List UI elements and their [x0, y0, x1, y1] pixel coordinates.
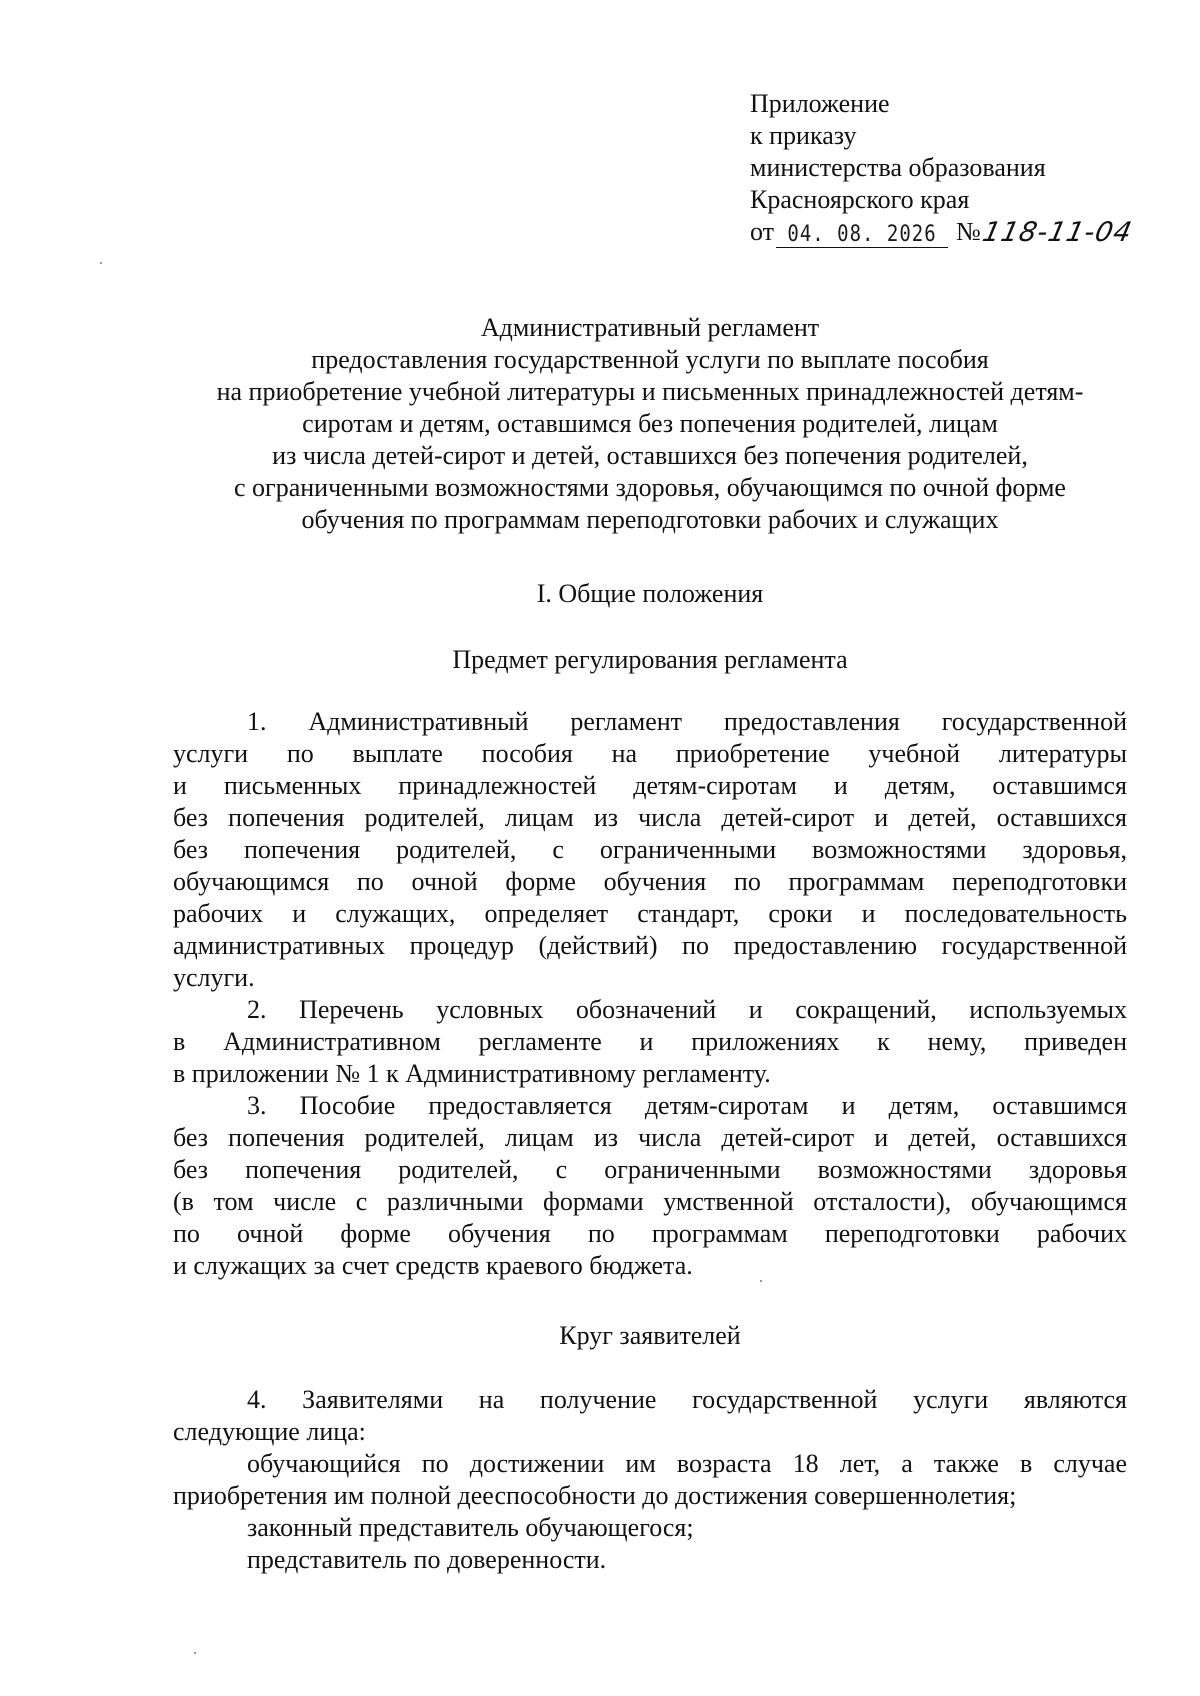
- section-heading: I. Общие положения: [536, 579, 764, 608]
- title-line: из числа детей-сирот и детей, оставшихся без попечения родителей,: [272, 441, 1028, 470]
- paragraph-line: в Административном регламенте и приложениях к нему, приведен: [173, 1027, 1127, 1056]
- title-line: на приобретение учебной литературы и письменных принадлежностей детям-: [216, 377, 1084, 406]
- paragraph-line: (в том числе с различными формами умственной отсталости), обучающимся: [173, 1187, 1127, 1216]
- paragraph-line: и письменных принадлежностей детям-сиротам и детям, оставшимся: [173, 771, 1127, 800]
- appendix-line: министерства образования: [750, 153, 1046, 182]
- scan-speck: [100, 262, 102, 264]
- title-line: сиротам и детям, оставшимся без попечения родителей, лицам: [302, 409, 998, 438]
- paragraph-line: административных процедур (действий) по предоставлению государственной: [173, 931, 1127, 960]
- paragraph-line: без попечения родителей, лицам из числа детей-сирот и детей, оставшихся: [173, 803, 1127, 832]
- paragraph-line: без попечения родителей, лицам из числа детей-сирот и детей, оставшихся: [173, 1123, 1127, 1152]
- paragraph-line: услуги.: [173, 963, 255, 992]
- paragraph-line: без попечения родителей, с ограниченными возможностями здоровья,: [173, 835, 1127, 864]
- order-number-label: №: [956, 217, 981, 246]
- paragraph-line: по очной форме обучения по программам переподготовки рабочих: [173, 1219, 1127, 1248]
- paragraphs-applicants: [173, 1384, 1127, 1576]
- appendix-line: Красноярского края: [750, 185, 970, 214]
- subsection-heading: Круг заявителей: [559, 1321, 741, 1350]
- title-line: обучения по программам переподготовки рабочих и служащих: [301, 505, 999, 534]
- document-title: [120, 312, 1180, 536]
- appendix-block: [750, 88, 1170, 248]
- scan-speck: [760, 1280, 762, 1282]
- paragraph-line: без попечения родителей, с ограниченными возможностями здоровья: [173, 1155, 1127, 1184]
- order-number-field: [979, 217, 1135, 248]
- order-reference: [750, 216, 1170, 248]
- paragraph-line: и служащих за счет средств краевого бюджета.: [173, 1251, 693, 1280]
- title-line: предоставления государственной услуги по выплате пособия: [311, 345, 989, 374]
- paragraphs-general: [173, 706, 1127, 1282]
- appendix-line: Приложение: [750, 89, 890, 118]
- paragraph-line: представитель по доверенности.: [247, 1545, 607, 1574]
- title-line: Административный регламент: [480, 313, 820, 342]
- paragraph-line: 1. Административный регламент предоставления государственной: [247, 707, 1127, 736]
- title-line: с ограниченными возможностями здоровья, обучающимся по очной форме: [234, 473, 1066, 502]
- paragraph-line: 2. Перечень условных обозначений и сокращений, используемых: [247, 995, 1127, 1024]
- paragraph-line: в приложении № 1 к Административному регламенту.: [173, 1059, 771, 1088]
- scan-speck: [194, 1652, 196, 1654]
- paragraph-line: 4. Заявителями на получение государственной услуги являются: [247, 1385, 1127, 1414]
- appendix-line: к приказу: [750, 121, 857, 150]
- paragraph-line: обучающимся по очной форме обучения по программам переподготовки: [173, 867, 1127, 896]
- paragraph-line: услуги по выплате пособия на приобретение учебной литературы: [173, 739, 1127, 768]
- paragraph-line: обучающийся по достижении им возраста 18 лет, а также в случае: [247, 1449, 1127, 1478]
- order-number: 118-11-04: [979, 217, 1135, 248]
- subsection-heading: Предмет регулирования регламента: [452, 645, 848, 674]
- paragraph-line: рабочих и служащих, определяет стандарт, сроки и последовательность: [173, 899, 1127, 928]
- order-from-label: от: [750, 217, 775, 246]
- paragraph-line: следующие лица:: [173, 1417, 366, 1446]
- paragraph-line: 3. Пособие предоставляется детям-сиротам и детям, оставшимся: [247, 1091, 1127, 1120]
- paragraph-line: законный представитель обучающегося;: [247, 1513, 694, 1542]
- order-date: 04. 08. 2026: [787, 221, 937, 247]
- paragraph-line: приобретения им полной дееспособности до достижения совершеннолетия;: [173, 1481, 1017, 1510]
- order-date-field: [776, 217, 948, 248]
